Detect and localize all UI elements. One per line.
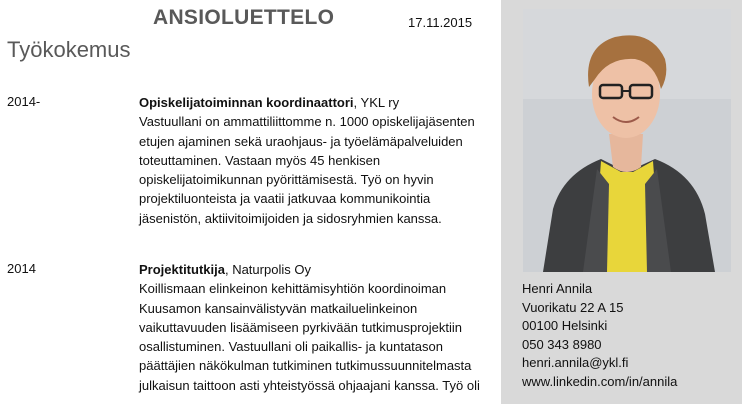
experience-role: Projektitutkija: [139, 262, 225, 277]
experience-org: , YKL ry: [353, 95, 400, 110]
contact-info: [522, 280, 677, 392]
contact-city: 00100 Helsinki: [522, 318, 608, 334]
experience-year: 2014-: [7, 94, 41, 109]
contact-linkedin[interactable]: www.linkedin.com/in/annila: [522, 373, 678, 389]
section-heading: Työkokemus: [7, 37, 131, 62]
contact-name: Henri Annila: [522, 281, 593, 296]
document-date: 17.11.2015: [408, 15, 473, 30]
profile-photo: [523, 9, 731, 272]
experience-entry: [139, 260, 484, 395]
document-title: ANSIOLUETTELO: [153, 6, 335, 29]
experience-org: , Naturpolis Oy: [224, 262, 311, 277]
experience-description: Koillismaan elinkeinon kehittämisyhtiön koordinoiman Kuusamon kansainvälistyvän matkailuelinkeinon vaikuttavuuden lisäämiseen pyrkivään tutkimusprojektiin osallistuminen. Vastuullani oli paikallis- ja kuntatason päättäjien näkökulman tutkiminen tutkimussuunnitelmasta julkaisun taittoon asti yhteistyössä ohjaajani kanssa. Työ oli: [139, 281, 480, 393]
experience-description: Vastuullani on ammattiliittomme n. 1000 opiskelijajäsenten etujen ajaminen sekä uraohjaus- ja työelämäpalveluiden toteuttaminen. Vastaan myös 45 henkisen opiskelijatoimikunnan pyörittämisestä. Työ on hyvin projektiluonteista ja vaatii jatkuvaa kommunikointia jäsenistön, aktiivitoimijoiden ja sidosryhmien kanssa.: [139, 114, 475, 226]
contact-email[interactable]: henri.annila@ykl.fi: [522, 355, 629, 371]
experience-year: 2014: [7, 261, 36, 276]
experience-entry: [139, 93, 484, 228]
contact-street: Vuorikatu 22 A 15: [522, 299, 624, 315]
contact-phone: 050 343 8980: [522, 336, 602, 352]
experience-role: Opiskelijatoiminnan koordinaattori: [139, 95, 354, 110]
